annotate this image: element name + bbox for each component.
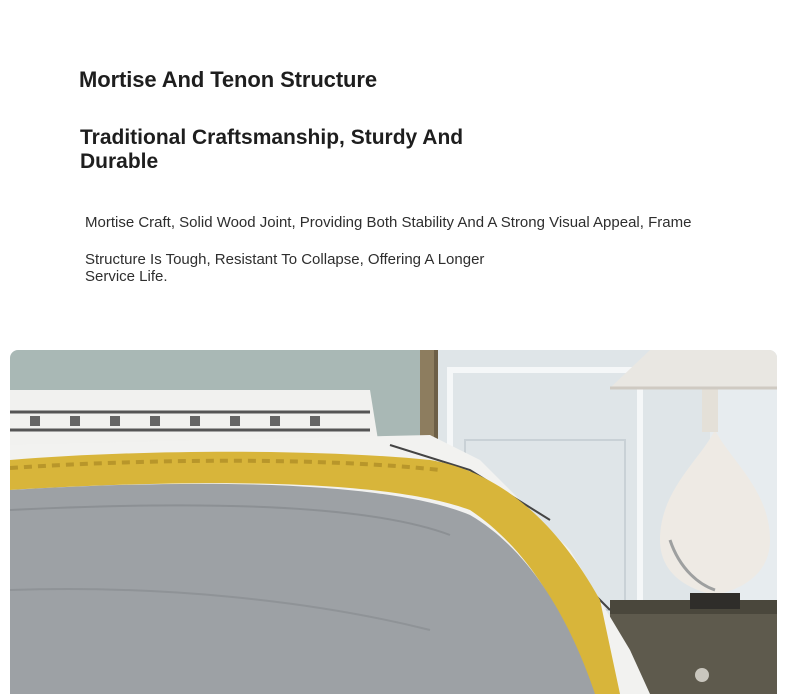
section-title: Mortise And Tenon Structure: [79, 67, 377, 92]
section-subtitle: Traditional Craftsmanship, Sturdy And Durable: [80, 126, 464, 173]
description-line-1: Mortise Craft, Solid Wood Joint, Providing Both Stability And A Strong Visual Appeal, Frame: [85, 214, 692, 231]
product-photo: [10, 350, 777, 694]
description-line-2: Structure Is Tough, Resistant To Collapse, Offering A Longer Service Life.: [85, 251, 485, 285]
